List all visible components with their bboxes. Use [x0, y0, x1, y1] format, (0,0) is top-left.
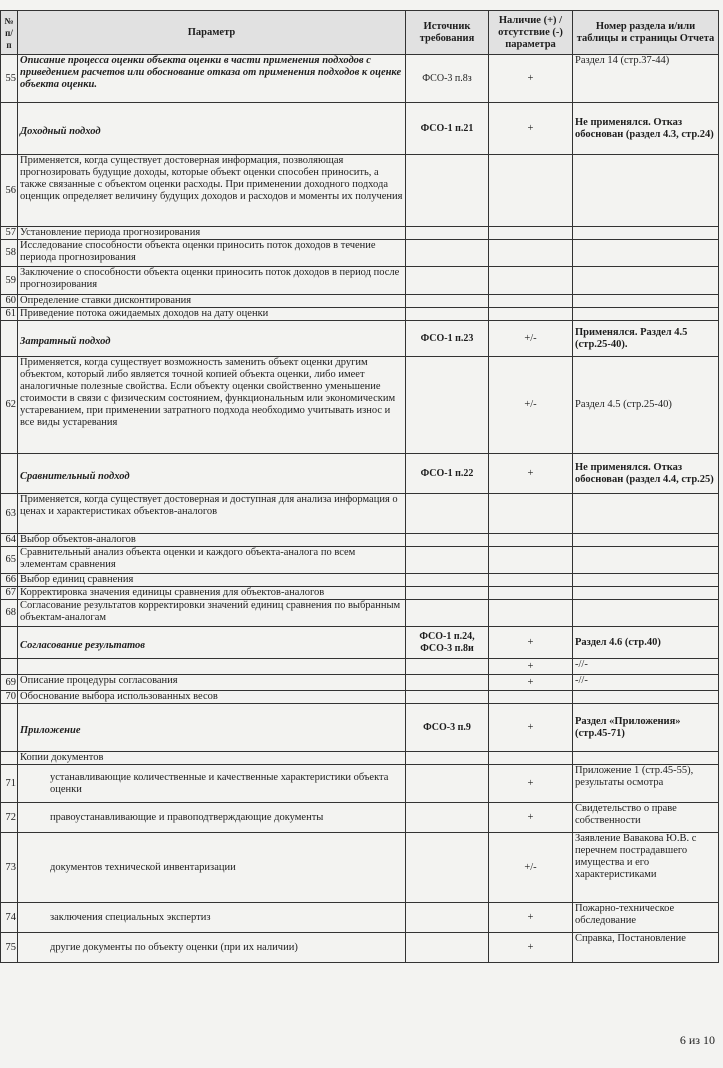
row-ref: Приложение 1 (стр.45-55), результаты осмотра — [573, 765, 719, 803]
row-param: Обоснование выбора использованных весов — [18, 691, 406, 704]
table-row — [1, 587, 719, 600]
empty-cell — [489, 267, 573, 295]
row-ref: Пожарно-техническое обследование — [573, 903, 719, 933]
row-param: Приведение потока ожидаемых доходов на дату оценки — [18, 308, 406, 321]
empty-cell — [489, 295, 573, 308]
empty-cell — [406, 357, 489, 454]
header-num: № п/п — [1, 11, 18, 55]
section-row-appendix — [1, 704, 719, 752]
row-num: 70 — [1, 691, 18, 704]
row-param: Корректировка значения единицы сравнения для объектов-аналогов — [18, 587, 406, 600]
empty-cell — [489, 240, 573, 267]
empty-cell — [1, 752, 18, 765]
row-num: 75 — [1, 933, 18, 963]
empty-cell — [406, 691, 489, 704]
row-num: 61 — [1, 308, 18, 321]
row-num: 58 — [1, 240, 18, 267]
table-row — [1, 155, 719, 227]
table-row — [1, 765, 719, 803]
empty-cell — [406, 752, 489, 765]
row-ref: Не применялся. Отказ обоснован (раздел 4.4, стр.25) — [573, 454, 719, 494]
empty-cell — [1, 659, 18, 675]
row-param: Выбор объектов-аналогов — [18, 534, 406, 547]
row-param: Согласование результатов корректировки значений единиц сравнения по выбранным объектам-аналогам — [18, 600, 406, 627]
table-row — [1, 903, 719, 933]
empty-cell — [489, 494, 573, 534]
empty-cell — [489, 227, 573, 240]
table-row — [1, 534, 719, 547]
empty-cell — [406, 295, 489, 308]
row-num: 57 — [1, 227, 18, 240]
row-num: 74 — [1, 903, 18, 933]
empty-cell — [1, 454, 18, 494]
row-num: 64 — [1, 534, 18, 547]
empty-cell — [489, 574, 573, 587]
row-mark: +/- — [489, 357, 573, 454]
row-num: 67 — [1, 587, 18, 600]
empty-cell — [18, 659, 406, 675]
empty-cell — [406, 308, 489, 321]
empty-cell — [489, 587, 573, 600]
row-num: 68 — [1, 600, 18, 627]
empty-cell — [573, 240, 719, 267]
empty-cell — [406, 933, 489, 963]
section-title: Приложение — [18, 704, 406, 752]
row-mark: + — [489, 933, 573, 963]
empty-cell — [406, 494, 489, 534]
table-row — [1, 494, 719, 534]
empty-cell — [406, 833, 489, 903]
empty-cell — [573, 308, 719, 321]
row-param: Заключение о способности объекта оценки приносить поток доходов в период после прогнозирования — [18, 267, 406, 295]
empty-cell — [573, 295, 719, 308]
row-num: 63 — [1, 494, 18, 534]
row-param: Применяется, когда существует возможность заменить объект оценки другим объектом, который либо является точной копией объекта оценки, либо имеет аналогичные полезные свойства. Если объекту оценки свойственно уменьшение стоимости в связи с физическим состоянием, функциональным или экономическим устареванием, при применении затратного подхода необходимо учитывать износ и все виды устаревания — [18, 357, 406, 454]
row-num: 69 — [1, 675, 18, 691]
row-param: Установление периода прогнозирования — [18, 227, 406, 240]
page-number: 6 из 10 — [679, 1033, 715, 1047]
row-mark: + — [489, 659, 573, 675]
table-row — [1, 752, 719, 765]
row-mark: + — [489, 454, 573, 494]
section-row-income — [1, 103, 719, 155]
row-source: ФСО-1 п.21 — [406, 103, 489, 155]
row-num: 62 — [1, 357, 18, 454]
row-param: правоустанавливающие и правоподтверждающие документы — [18, 803, 406, 833]
row-num: 60 — [1, 295, 18, 308]
empty-cell — [406, 240, 489, 267]
row-num: 71 — [1, 765, 18, 803]
row-ref: -//- — [573, 675, 719, 691]
row-param: Применяется, когда существует достоверная и доступная для анализа информация о ценах и характеристиках объектов-аналогов — [18, 494, 406, 534]
empty-cell — [406, 600, 489, 627]
empty-cell — [573, 267, 719, 295]
row-num: 55 — [1, 55, 18, 103]
row-param: Описание процедуры согласования — [18, 675, 406, 691]
row-mark: + — [489, 704, 573, 752]
empty-cell — [1, 627, 18, 659]
table-row — [1, 227, 719, 240]
row-ref: Свидетельство о праве собственности — [573, 803, 719, 833]
row-param: Выбор единиц сравнения — [18, 574, 406, 587]
row-ref: Раздел 14 (стр.37-44) — [573, 55, 719, 103]
empty-cell — [406, 574, 489, 587]
table-row — [1, 267, 719, 295]
empty-cell — [489, 691, 573, 704]
table-row — [1, 691, 719, 704]
empty-cell — [406, 765, 489, 803]
empty-cell — [1, 704, 18, 752]
row-ref: -//- — [573, 659, 719, 675]
row-num: 59 — [1, 267, 18, 295]
empty-cell — [489, 600, 573, 627]
empty-cell — [406, 227, 489, 240]
table-row — [1, 659, 719, 675]
row-ref: Раздел 4.6 (стр.40) — [573, 627, 719, 659]
checklist-table — [0, 10, 719, 963]
row-ref: Раздел 4.5 (стр.25-40) — [573, 357, 719, 454]
table-row — [1, 933, 719, 963]
empty-cell — [573, 494, 719, 534]
row-source: ФСО-1 п.24, ФСО-3 п.8и — [406, 627, 489, 659]
empty-cell — [573, 227, 719, 240]
empty-cell — [489, 534, 573, 547]
empty-cell — [489, 547, 573, 574]
row-ref: Справка, Постановление — [573, 933, 719, 963]
header-source: Источник требования — [406, 11, 489, 55]
row-param: документов технической инвентаризации — [18, 833, 406, 903]
empty-cell — [406, 267, 489, 295]
empty-cell — [573, 587, 719, 600]
table-row — [1, 803, 719, 833]
row-num: 66 — [1, 574, 18, 587]
empty-cell — [489, 752, 573, 765]
empty-cell — [1, 103, 18, 155]
row-ref: Не применялся. Отказ обоснован (раздел 4.3, стр.24) — [573, 103, 719, 155]
table-row — [1, 574, 719, 587]
row-num: 65 — [1, 547, 18, 574]
row-source: ФСО-1 п.22 — [406, 454, 489, 494]
section-row-compare — [1, 454, 719, 494]
section-title: Согласование результатов — [18, 627, 406, 659]
row-mark: + — [489, 103, 573, 155]
empty-cell — [489, 155, 573, 227]
empty-cell — [573, 547, 719, 574]
header-param: Параметр — [18, 11, 406, 55]
row-param: Исследование способности объекта оценки приносить поток доходов в течение периода прогнозирования — [18, 240, 406, 267]
header-presence: Наличие (+) / отсутствие (-) параметра — [489, 11, 573, 55]
section-title: Сравнительный подход — [18, 454, 406, 494]
row-num: 56 — [1, 155, 18, 227]
row-param: заключения специальных экспертиз — [18, 903, 406, 933]
row-param: Копии документов — [18, 752, 406, 765]
row-param: устанавливающие количественные и качественные характеристики объекта оценки — [18, 765, 406, 803]
empty-cell — [406, 587, 489, 600]
table-row — [1, 308, 719, 321]
row-mark: + — [489, 803, 573, 833]
row-mark: + — [489, 765, 573, 803]
row-ref: Раздел «Приложения» (стр.45-71) — [573, 704, 719, 752]
empty-cell — [1, 321, 18, 357]
empty-cell — [406, 803, 489, 833]
table-row — [1, 55, 719, 103]
table-row — [1, 295, 719, 308]
empty-cell — [573, 752, 719, 765]
empty-cell — [406, 659, 489, 675]
table-row — [1, 833, 719, 903]
row-param: Сравнительный анализ объекта оценки и каждого объекта-аналога по всем элементам сравнения — [18, 547, 406, 574]
table-row — [1, 357, 719, 454]
empty-cell — [573, 691, 719, 704]
section-title: Доходный подход — [18, 103, 406, 155]
row-param: Определение ставки дисконтирования — [18, 295, 406, 308]
table-row — [1, 675, 719, 691]
empty-cell — [573, 534, 719, 547]
table-row — [1, 240, 719, 267]
row-param: Применяется, когда существует достоверная информация, позволяющая прогнозировать будущие доходы, которые объект оценки способен приносить, а также связанные с объектом оценки расходы. При применении доходного подхода оценщик определяет величину будущих доходов и расходов и моменты их получения — [18, 155, 406, 227]
empty-cell — [406, 547, 489, 574]
row-param: Описание процесса оценки объекта оценки в части применения подходов с приведением расчетов или обоснование отказа от применения подходов к оценке объекта оценки. — [18, 55, 406, 103]
row-ref: Применялся. Раздел 4.5 (стр.25-40). — [573, 321, 719, 357]
table-row — [1, 600, 719, 627]
row-mark: + — [489, 627, 573, 659]
section-row-cost — [1, 321, 719, 357]
row-mark: + — [489, 675, 573, 691]
header-ref: Номер раздела и/или таблицы и страницы Отчета — [573, 11, 719, 55]
empty-cell — [489, 308, 573, 321]
empty-cell — [406, 675, 489, 691]
row-num: 72 — [1, 803, 18, 833]
row-mark: + — [489, 55, 573, 103]
row-source: ФСО-3 п.8з — [406, 55, 489, 103]
row-param: другие документы по объекту оценки (при их наличии) — [18, 933, 406, 963]
empty-cell — [406, 534, 489, 547]
evaluation-checklist — [0, 10, 718, 963]
row-mark: +/- — [489, 833, 573, 903]
empty-cell — [406, 155, 489, 227]
row-mark: +/- — [489, 321, 573, 357]
empty-cell — [573, 574, 719, 587]
row-num: 73 — [1, 833, 18, 903]
row-source: ФСО-1 п.23 — [406, 321, 489, 357]
section-row-agree — [1, 627, 719, 659]
row-mark: + — [489, 903, 573, 933]
section-title: Затратный подход — [18, 321, 406, 357]
empty-cell — [573, 155, 719, 227]
table-row — [1, 547, 719, 574]
table-header — [1, 11, 719, 55]
empty-cell — [406, 903, 489, 933]
empty-cell — [573, 600, 719, 627]
row-source: ФСО-3 п.9 — [406, 704, 489, 752]
row-ref: Заявление Вавакова Ю.В. с перечнем пострадавшего имущества и его характеристиками — [573, 833, 719, 903]
